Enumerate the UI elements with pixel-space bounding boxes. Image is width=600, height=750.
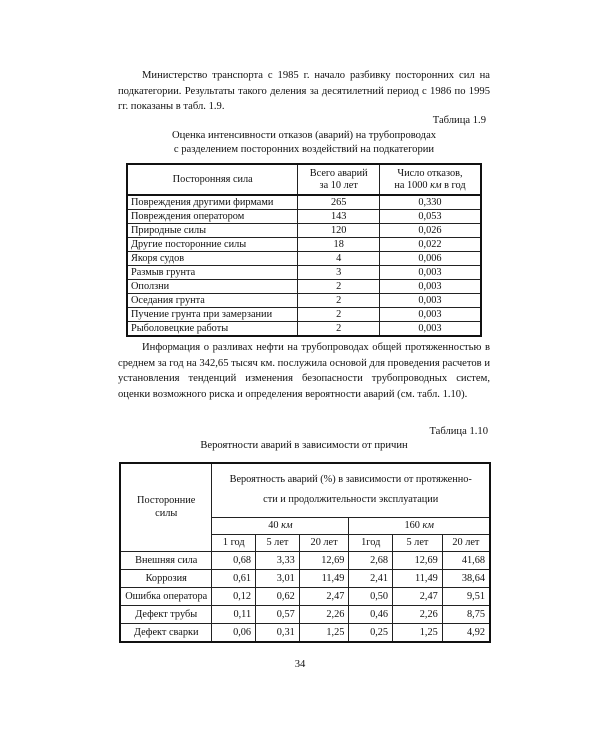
table-2-header-160km [349, 517, 490, 534]
cell-total: 4 [298, 252, 380, 266]
cell-value: 3,33 [256, 551, 300, 569]
cell-value: 12,69 [393, 551, 443, 569]
intro-paragraph: Министерство транспорта с 1985 г. начало разбивку посторонних сил на подкатегории. Результаты такого деления за десятилетний период с 1986 по 1995 гг. показаны в табл. 1.9. [118, 70, 490, 112]
table-2-header-160km-unit: км [422, 520, 434, 531]
cell-force: Оползни [127, 280, 298, 294]
cell-value: 0,06 [212, 623, 256, 642]
table-2-header-causes [120, 463, 212, 551]
table-2-header-probability [212, 463, 490, 517]
cell-value: 2,26 [393, 605, 443, 623]
table-2-header-causes-line2: силы [155, 508, 178, 520]
table-2-period-header: 5 лет [393, 534, 443, 551]
table-1-header-force: Посторонняя сила [127, 164, 298, 195]
cell-rate: 0,053 [379, 210, 481, 224]
cell-value: 0,46 [349, 605, 393, 623]
table-row [127, 280, 481, 294]
table-2 [119, 462, 491, 643]
cell-value: 41,68 [442, 551, 490, 569]
cell-value: 2,41 [349, 569, 393, 587]
table-1-header-total-line1: Всего аварий [309, 167, 368, 179]
cell-value: 11,49 [299, 569, 349, 587]
cell-rate: 0,022 [379, 238, 481, 252]
table-1-title-line1: Оценка интенсивности отказов (аварий) на трубопроводах [171, 130, 437, 141]
cell-value: 0,61 [212, 569, 256, 587]
cell-rate: 0,026 [379, 224, 481, 238]
cell-value: 38,64 [442, 569, 490, 587]
table-1-header-rate-line2-post: в год [441, 179, 466, 191]
cell-value: 2,26 [299, 605, 349, 623]
table-row [127, 224, 481, 238]
table-1 [126, 163, 482, 337]
table-2-label: Таблица 1.10 [429, 426, 488, 437]
cell-value: 3,01 [256, 569, 300, 587]
cell-total: 120 [298, 224, 380, 238]
cell-force: Пучение грунта при замерзании [127, 308, 298, 322]
table-2-header-40km-unit: км [281, 520, 293, 531]
cell-value: 8,75 [442, 605, 490, 623]
cell-value: 0,12 [212, 587, 256, 605]
table-1-header-total-line2: за 10 лет [319, 179, 358, 191]
cell-value: 11,49 [393, 569, 443, 587]
cell-total: 265 [298, 195, 380, 210]
cell-value: 0,11 [212, 605, 256, 623]
cell-total: 18 [298, 238, 380, 252]
cell-value: 4,92 [442, 623, 490, 642]
table-row [127, 195, 481, 210]
cell-value: 0,31 [256, 623, 300, 642]
cell-force: Оседания грунта [127, 294, 298, 308]
middle-paragraph: Информация о разливах нефти на трубопроводах общей протяженностью в среднем за год на 342,65 тысяч км. послужила основой для проведения расчетов и установления тенденций изменения безопасности трубопроводных систем, оценки возможного риска и определения вероятности аварий (см. табл. 1.10). [118, 342, 490, 400]
cell-rate: 0,330 [379, 195, 481, 210]
cell-total: 3 [298, 266, 380, 280]
cell-rate: 0,006 [379, 252, 481, 266]
cell-cause: Коррозия [120, 569, 212, 587]
cell-total: 2 [298, 322, 380, 337]
cell-value: 9,51 [442, 587, 490, 605]
table-2-period-header: 5 лет [256, 534, 300, 551]
table-row [120, 623, 490, 642]
table-1-title [118, 129, 490, 157]
table-row [127, 238, 481, 252]
table-row [127, 294, 481, 308]
table-2-header-40km-num: 40 [268, 520, 282, 531]
cell-total: 143 [298, 210, 380, 224]
table-row [120, 587, 490, 605]
table-1-header-rate-line1: Число отказов, [397, 167, 463, 179]
cell-force: Повреждения другими фирмами [127, 195, 298, 210]
cell-cause: Дефект трубы [120, 605, 212, 623]
table-2-header-160km-num: 160 [404, 520, 423, 531]
table-2-period-header: 20 лет [299, 534, 349, 551]
cell-value: 0,25 [349, 623, 393, 642]
table-1-header-rate-line2-pre: на 1000 [394, 179, 431, 191]
cell-value: 0,68 [212, 551, 256, 569]
cell-total: 2 [298, 294, 380, 308]
table-2-header-causes-line1: Посторонние [137, 495, 196, 507]
cell-value: 0,62 [256, 587, 300, 605]
cell-total: 2 [298, 308, 380, 322]
table-2-title: Вероятности аварий в зависимости от причин [200, 440, 408, 451]
table-2-header-probability-line2: сти и продолжительности эксплуатации [263, 494, 439, 506]
table-row [120, 551, 490, 569]
cell-cause: Дефект сварки [120, 623, 212, 642]
table-1-header-total [298, 164, 380, 195]
cell-value: 2,47 [299, 587, 349, 605]
cell-rate: 0,003 [379, 308, 481, 322]
cell-force: Размыв грунта [127, 266, 298, 280]
table-2-period-header: 1 год [212, 534, 256, 551]
cell-value: 2,68 [349, 551, 393, 569]
table-row [127, 308, 481, 322]
table-2-period-header: 1год [349, 534, 393, 551]
table-1-title-line2: с разделением посторонних воздействий на подкатегории [173, 144, 435, 155]
table-2-period-header: 20 лет [442, 534, 490, 551]
table-row [120, 569, 490, 587]
cell-value: 1,25 [299, 623, 349, 642]
table-1-label: Таблица 1.9 [432, 115, 486, 126]
table-row [127, 210, 481, 224]
table-row [127, 252, 481, 266]
table-row [127, 322, 481, 337]
table-1-header-rate [379, 164, 481, 195]
cell-value: 2,47 [393, 587, 443, 605]
table-2-header-40km [212, 517, 349, 534]
cell-rate: 0,003 [379, 280, 481, 294]
cell-rate: 0,003 [379, 294, 481, 308]
cell-value: 0,57 [256, 605, 300, 623]
cell-force: Повреждения оператором [127, 210, 298, 224]
cell-total: 2 [298, 280, 380, 294]
cell-value: 0,50 [349, 587, 393, 605]
cell-force: Рыболовецкие работы [127, 322, 298, 337]
cell-force: Природные силы [127, 224, 298, 238]
table-row [120, 605, 490, 623]
cell-value: 1,25 [393, 623, 443, 642]
cell-force: Якоря судов [127, 252, 298, 266]
cell-rate: 0,003 [379, 322, 481, 337]
cell-value: 12,69 [299, 551, 349, 569]
cell-cause: Внешняя сила [120, 551, 212, 569]
table-row [127, 266, 481, 280]
cell-rate: 0,003 [379, 266, 481, 280]
cell-cause: Ошибка оператора [120, 587, 212, 605]
table-1-header-rate-unit: км [430, 179, 442, 191]
page-number: 34 [294, 659, 306, 670]
cell-force: Другие посторонние силы [127, 238, 298, 252]
table-2-header-probability-line1: Вероятность аварий (%) в зависимости от протяженно- [229, 474, 472, 486]
